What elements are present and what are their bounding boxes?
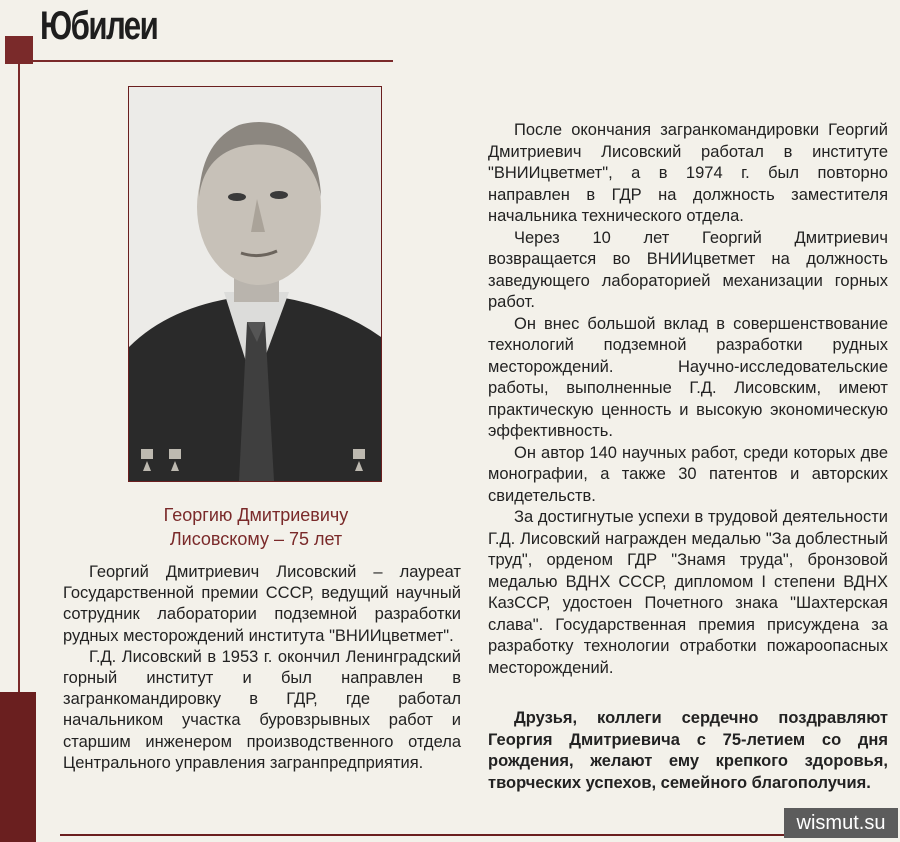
watermark: wismut.su <box>784 808 898 838</box>
caption-line-2: Лисовскому – 75 лет <box>169 529 343 549</box>
paragraph: Через 10 лет Георгий Дмитриевич возвращается во ВНИИцветмет на должность заведующего лабораторией механизации горных работ. <box>488 228 888 311</box>
right-text-column <box>488 120 888 679</box>
paragraph: Г.Д. Лисовский в 1953 г. окончил Ленинградский горный институт и был направлен в загранкомандировку в ГДР, где работал начальником участка буровзрывных работ и старшим инженером производственного отдела Центрального управления загранпредприятия. <box>63 647 461 772</box>
bottom-rule <box>60 834 840 836</box>
left-vertical-rule <box>18 64 20 692</box>
left-bottom-block <box>0 692 36 842</box>
header-underline <box>18 60 393 62</box>
left-text-column <box>63 562 461 774</box>
caption-line-1: Георгию Дмитриевичу <box>163 505 349 525</box>
section-title: Юбилеи <box>40 4 158 48</box>
photo-caption <box>128 503 384 551</box>
paragraph: За достигнутые успехи в трудовой деятельности Г.Д. Лисовский награжден медалью "За доблестный труд", орденом ГДР "Знамя труда", бронзовой медалью ВДНХ СССР, дипломом I степени ВДНХ КазССР, удостоен Почетного знака "Шахтерская слава". Государственная премия присуждена за разработку технологии отработки пожароопасных месторождений. <box>488 508 888 677</box>
greeting-block <box>488 708 888 794</box>
paragraph: После окончания загранкомандировки Георгий Дмитриевич Лисовский работал в институте "ВНИИцветмет", а в 1974 г. был повторно направлен в ГДР на должность заместителя начальника технического отдела. <box>488 121 888 225</box>
paragraph: Он внес большой вклад в совершенствование технологий подземной разработки рудных месторождений. Научно-исследовательские работы, выполненные Г.Д. Лисовским, имеют практическую ценность и высокую экономическую эффективность. <box>488 314 888 440</box>
paragraph: Он автор 140 научных работ, среди которых две монографии, а также 30 патентов и авторских свидетельств. <box>488 443 888 505</box>
portrait-photo <box>128 86 382 482</box>
paragraph: Георгий Дмитриевич Лисовский – лауреат Государственной премии СССР, ведущий научный сотрудник лаборатории подземной разработки рудных месторождений института "ВНИИцветмет". <box>63 563 461 645</box>
greeting-text: Друзья, коллеги сердечно поздравляют Георгия Дмитриевича с 75-летием со дня рождения, желают ему крепкого здоровья, творческих успехов, семейного благополучия. <box>488 709 888 792</box>
